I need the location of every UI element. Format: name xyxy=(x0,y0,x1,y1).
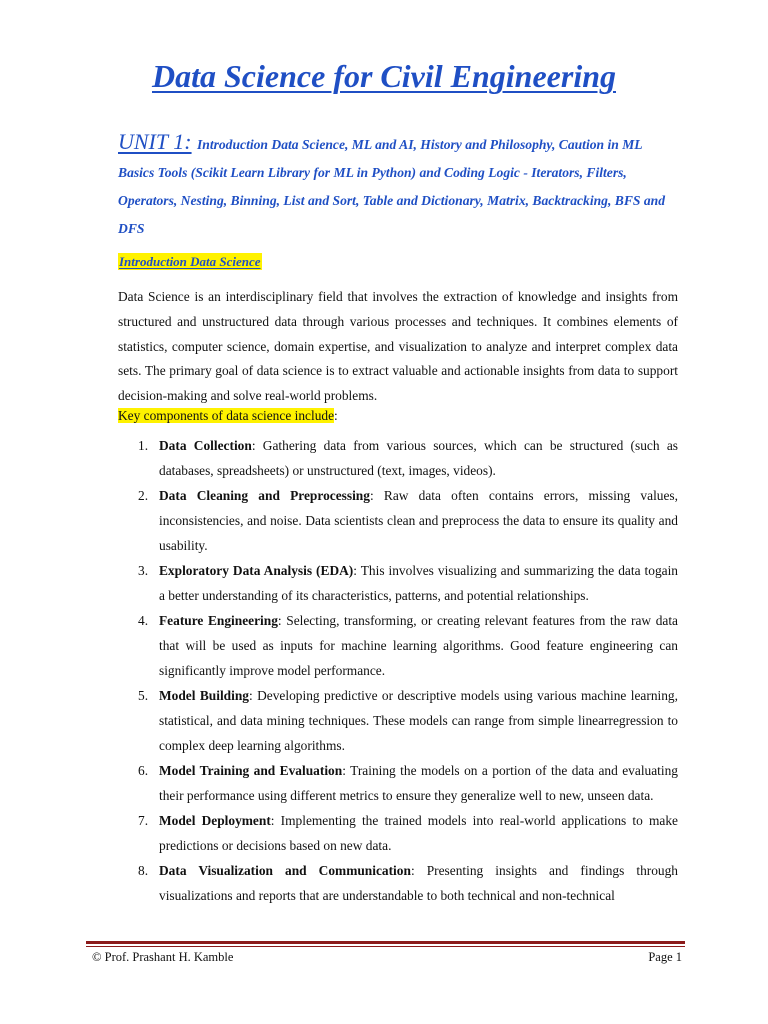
unit-topics: Introduction Data Science, ML and AI, History and Philosophy, Caution in ML Basics Tools (Scikit Learn Library for ML in Python) and Coding Logic - Iterators, Filters, Operators, Nesting, Binning, List and Sort, Table and Dictionary, Matrix, Backtracking, BFS and DFS xyxy=(118,137,665,236)
list-item xyxy=(118,483,678,558)
list-item-number: 4. xyxy=(138,613,149,628)
list-item-term: Exploratory Data Analysis (EDA) xyxy=(159,563,354,578)
list-item-description: : Gathering data from various sources, which can be structured (such as databases, spreadsheets) or unstructured (text, images, videos). xyxy=(159,438,678,478)
list-item xyxy=(118,808,678,858)
list-item xyxy=(118,758,678,808)
list-item-description: : This involves visualizing and summarizing the data togain a better understanding of its characteristics, patterns, and potential relationships. xyxy=(159,563,678,603)
list-item-number: 7. xyxy=(138,813,149,828)
footer-divider-thin xyxy=(86,946,685,947)
section-heading-text: Introduction Data Science xyxy=(119,254,261,269)
intro-paragraph: Data Science is an interdisciplinary field that involves the extraction of knowledge and insights from structured and unstructured data through various processes and techniques. It combines elements of statistics, computer science, domain expertise, and visualization to analyze and interpret complex data sets. The primary goal of data science is to extract valuable and actionable insights from data to support decision-making and solve real-world problems. xyxy=(118,289,678,404)
footer-author: © Prof. Prashant H. Kamble xyxy=(92,950,234,964)
unit-label: UNIT 1: xyxy=(118,129,192,154)
section-heading xyxy=(118,254,262,270)
list-item xyxy=(118,683,678,758)
unit-description xyxy=(118,128,678,243)
key-components-heading-text: Key components of data science include xyxy=(118,408,335,423)
components-list xyxy=(118,433,678,908)
list-item xyxy=(118,608,678,683)
list-item-term: Model Deployment xyxy=(159,813,271,828)
list-item-description: : Developing predictive or descriptive models using various machine learning, statistical, and data mining techniques. These models can range from simple linearregression to complex deep learning algorithms. xyxy=(159,688,678,753)
key-components-heading xyxy=(118,408,338,424)
list-item-number: 2. xyxy=(138,488,149,503)
list-item-number: 8. xyxy=(138,863,149,878)
list-item xyxy=(118,433,678,483)
list-item-term: Feature Engineering xyxy=(159,613,278,628)
footer-page-number: Page 1 xyxy=(648,950,682,964)
key-components-colon: : xyxy=(334,408,338,423)
list-item-term: Data Visualization and Communication xyxy=(159,863,411,878)
list-item xyxy=(118,558,678,608)
list-item-description: : Selecting, transforming, or creating relevant features from the raw data that will be used as inputs for machine learning algorithms. Good feature engineering can significantly improve model performance. xyxy=(159,613,678,678)
list-item-term: Model Building xyxy=(159,688,249,703)
footer-divider xyxy=(86,941,685,944)
list-item-term: Data Cleaning and Preprocessing xyxy=(159,488,370,503)
list-item-description: : Implementing the trained models into real-world applications to make predictions or decisions based on new data. xyxy=(159,813,678,853)
list-item-description: : Training the models on a portion of the data and evaluating their performance using different metrics to ensure they generalize well to new, unseen data. xyxy=(159,763,679,803)
list-item-number: 1. xyxy=(138,438,149,453)
list-item xyxy=(118,858,678,908)
list-item-term: Data Collection xyxy=(159,438,252,453)
list-item-description: : Raw data often contains errors, missing values, inconsistencies, and noise. Data scientists clean and preprocess the data to ensure its quality and usability. xyxy=(159,488,678,553)
list-item-number: 5. xyxy=(138,688,149,703)
list-item-term: Model Training and Evaluation xyxy=(159,763,343,778)
list-item-description: : Presenting insights and findings through visualizations and reports that are understandable to both technical and non-technical xyxy=(159,863,679,903)
list-item-number: 3. xyxy=(138,563,149,578)
list-item-number: 6. xyxy=(138,763,149,778)
document-title: Data Science for Civil Engineering xyxy=(152,58,616,94)
